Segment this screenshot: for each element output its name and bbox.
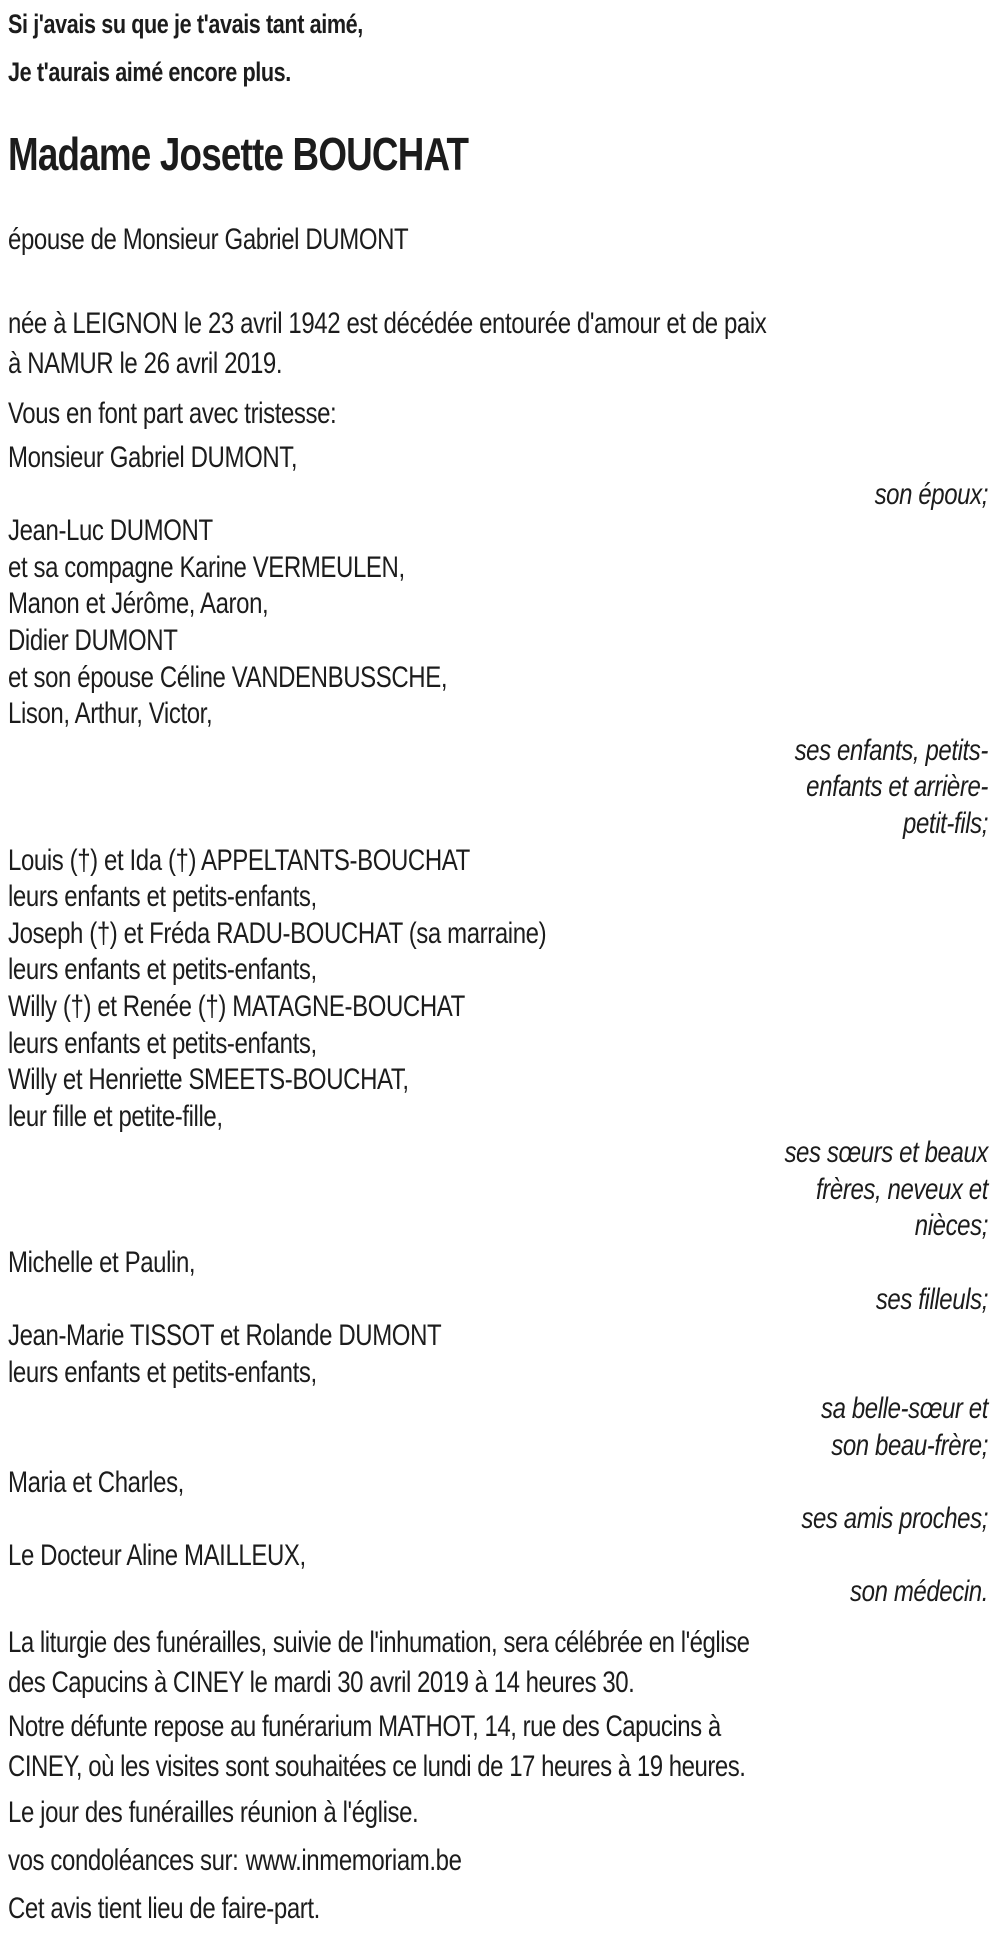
epitaph-line-2: Je t'aurais aimé encore plus. [8,57,291,87]
family-name-line: leurs enfants et petits-enfants, [8,1026,317,1060]
family-name-line: Willy et Henriette SMEETS-BOUCHAT, [8,1063,409,1097]
relation-label: petit-fils; [903,806,988,840]
notice-line: Cet avis tient lieu de faire-part. [8,1892,320,1925]
family-name-line: leurs enfants et petits-enfants, [8,953,317,987]
announcement-intro: Vous en font part avec tristesse: [8,397,337,430]
relation-label: son médecin. [850,1575,988,1609]
relation-label: son beau-frère; [831,1429,988,1463]
family-name-line: leurs enfants et petits-enfants, [8,880,317,914]
family-name-line: Maria et Charles, [8,1465,184,1499]
condolences-line [8,1843,1000,1879]
family-name-line: Jean-Marie TISSOT et Rolande DUMONT [8,1319,442,1353]
birth-death-line-2: à NAMUR le 26 avril 2019. [8,347,283,380]
family-name-line: leurs enfants et petits-enfants, [8,1355,317,1389]
family-name-line: Joseph (†) et Fréda RADU-BOUCHAT (sa marraine) [8,916,547,950]
relation-label: sa belle-sœur et [821,1392,988,1426]
family-name-line: et son épouse Céline VANDENBUSSCHE, [8,660,448,694]
spouse-of-line: épouse de Monsieur Gabriel DUMONT [8,223,409,256]
family-name-line: Monsieur Gabriel DUMONT, [8,441,298,474]
funeral-service-paragraph [8,1623,1000,1703]
relation-label: nièces; [914,1209,988,1243]
repose-line-2: CINEY, où les visites sont souhaitées ce lundi de 17 heures à 19 heures. [8,1750,746,1783]
deceased-name-title: Madame Josette BOUCHAT [8,128,469,180]
birth-death-line-1: née à LEIGNON le 23 avril 1942 est décédée entourée d'amour et de paix [8,307,767,340]
family-name-line: Manon et Jérôme, Aaron, [8,587,269,621]
relation-label: ses enfants, petits- [794,733,988,767]
repose-paragraph [8,1707,1000,1787]
epitaph-line-1: Si j'avais su que je t'avais tant aimé, [8,9,363,39]
repose-line-1: Notre défunte repose au funérarium MATHOT, 14, rue des Capucins à [8,1710,721,1743]
family-list [8,440,1000,1611]
relation-label: ses amis proches; [801,1502,988,1536]
relation-label: enfants et arrière- [806,770,988,804]
funeral-day-line: Le jour des funérailles réunion à l'église. [8,1796,419,1829]
family-name-line: Jean-Luc DUMONT [8,514,213,548]
condolences-prefix: vos condoléances sur: [8,1844,239,1877]
family-name-line: Michelle et Paulin, [8,1246,196,1280]
family-name-line: Louis (†) et Ida (†) APPELTANTS-BOUCHAT [8,843,470,877]
family-name-line: Lison, Arthur, Victor, [8,697,213,731]
inmemoriam-link[interactable]: www.inmemoriam.be [245,1844,462,1877]
relation-label: son époux; [874,477,988,511]
obituary-document [0,6,1000,1953]
family-name-line: Le Docteur Aline MAILLEUX, [8,1538,306,1572]
birth-death-block [8,304,1000,384]
family-name-line: Didier DUMONT [8,623,178,657]
funeral-service-line-2: des Capucins à CINEY le mardi 30 avril 2019 à 14 heures 30. [8,1666,635,1699]
family-name-line: et sa compagne Karine VERMEULEN, [8,550,405,584]
relation-label: ses sœurs et beaux [784,1136,988,1170]
family-name-line: leur fille et petite-fille, [8,1099,223,1133]
relation-label: frères, neveux et [816,1172,988,1206]
funeral-service-line-1: La liturgie des funérailles, suivie de l'inhumation, sera célébrée en l'église [8,1626,750,1659]
relation-label: ses filleuls; [875,1282,988,1316]
family-name-line: Willy (†) et Renée (†) MATAGNE-BOUCHAT [8,989,465,1023]
